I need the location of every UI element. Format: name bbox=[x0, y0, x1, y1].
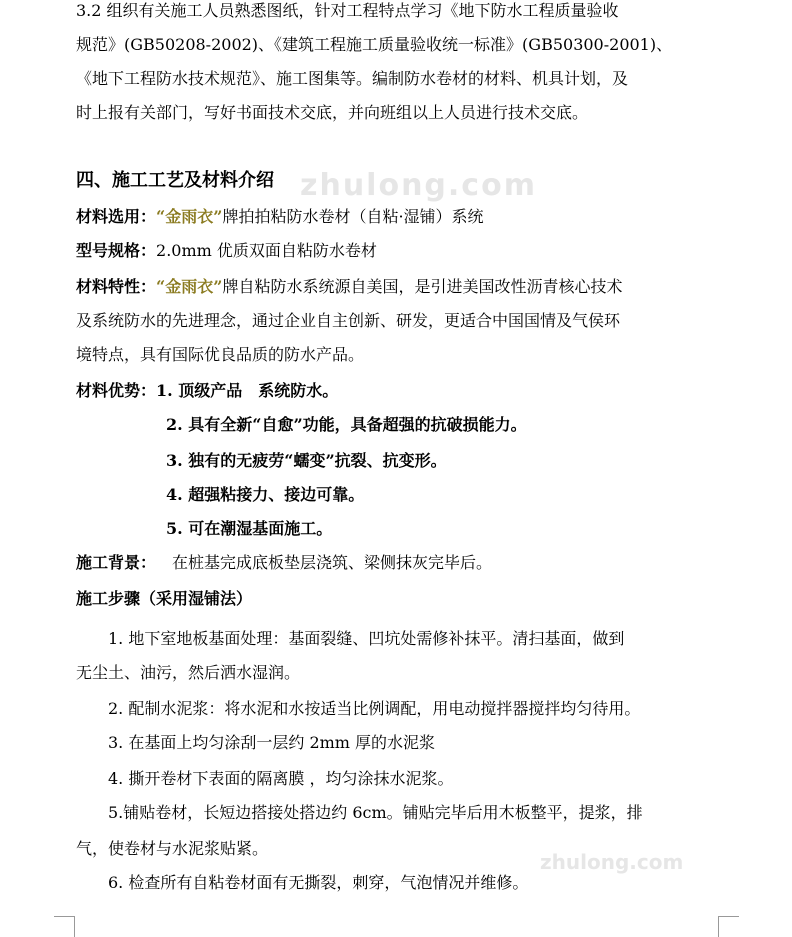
page-corner-mark bbox=[54, 916, 75, 937]
field-label: 施工背景： bbox=[76, 553, 157, 572]
advantage-item: 4. 超强粘接力、接边可靠。 bbox=[166, 485, 365, 504]
page-corner-mark bbox=[718, 916, 739, 937]
step-item: 6. 检查所有自粘卷材面有无撕裂，刺穿，气泡情况并维修。 bbox=[108, 873, 529, 892]
watermark: zhulong.com bbox=[540, 850, 684, 874]
field-value: 牌自粘防水系统源自美国，是引进美国改性沥青核心技术 bbox=[222, 277, 623, 296]
construction-background bbox=[76, 552, 492, 574]
step-item: 1. 地下室地板基面处理：基面裂缝、凹坑处需修补抹平。清扫基面，做到 bbox=[108, 629, 625, 648]
advantage-item: 1. 顶级产品 系统防水。 bbox=[156, 381, 339, 400]
paragraph-line: 境特点，具有国际优良品质的防水产品。 bbox=[76, 345, 365, 364]
paragraph-line: 时上报有关部门，写好书面技术交底，并向班组以上人员进行技术交底。 bbox=[76, 103, 589, 122]
field-value: 牌拍拍粘防水卷材（自粘·湿铺）系统 bbox=[222, 207, 484, 226]
section-heading: 四、施工工艺及材料介绍 bbox=[76, 170, 274, 191]
advantage-item: 2. 具有全新“自愈”功能，具备超强的抗破损能力。 bbox=[166, 415, 527, 434]
step-item: 5.铺贴卷材，长短边搭接处搭边约 6cm。铺贴完毕后用木板整平，提浆，排 bbox=[108, 803, 643, 822]
field-value: 2.0mm 优质双面自粘防水卷材 bbox=[156, 241, 377, 260]
field-label: 型号规格： bbox=[76, 241, 157, 260]
paragraph-line: 《地下工程防水技术规范》、施工图集等。编制防水卷材的材料、机具计划，及 bbox=[76, 69, 629, 88]
brand-name: “金雨衣” bbox=[156, 207, 223, 226]
watermark: zhulong.com bbox=[300, 168, 537, 203]
field-value: 在桩基完成底板垫层浇筑、梁侧抹灰完毕后。 bbox=[172, 553, 493, 572]
material-selection bbox=[76, 206, 484, 228]
paragraph-line: 及系统防水的先进理念，通过企业自主创新、研发，更适合中国国情及气侯环 bbox=[76, 311, 621, 330]
advantage-item: 3. 独有的无疲劳“蠕变”抗裂、抗变形。 bbox=[166, 451, 447, 470]
step-item: 4. 撕开卷材下表面的隔离膜 ，均匀涂抹水泥浆。 bbox=[108, 769, 454, 788]
paragraph-line: 规范》(GB50208-2002)、《建筑工程施工质量验收统一标准》(GB50300-2001)、 bbox=[76, 35, 673, 54]
step-item: 2. 配制水泥浆：将水泥和水按适当比例调配，用电动搅拌器搅拌均匀待用。 bbox=[108, 699, 641, 718]
field-label: 材料优势： bbox=[76, 381, 157, 400]
paragraph-line: 3.2 组织有关施工人员熟悉图纸，针对工程特点学习《地下防水工程质量验收 bbox=[76, 1, 619, 20]
field-label: 材料选用： bbox=[76, 207, 157, 226]
steps-heading: 施工步骤（采用湿铺法） bbox=[76, 589, 253, 608]
field-label: 材料特性： bbox=[76, 277, 157, 296]
model-spec bbox=[76, 240, 377, 262]
material-advantages bbox=[76, 380, 338, 402]
step-item: 无尘土、油污，然后洒水湿润。 bbox=[76, 663, 301, 682]
material-properties bbox=[76, 276, 622, 298]
brand-name: “金雨衣” bbox=[156, 277, 223, 296]
step-item: 气，使卷材与水泥浆贴紧。 bbox=[76, 839, 269, 858]
step-item: 3. 在基面上均匀涂刮一层约 2mm 厚的水泥浆 bbox=[108, 733, 436, 752]
advantage-item: 5. 可在潮湿基面施工。 bbox=[166, 519, 333, 538]
